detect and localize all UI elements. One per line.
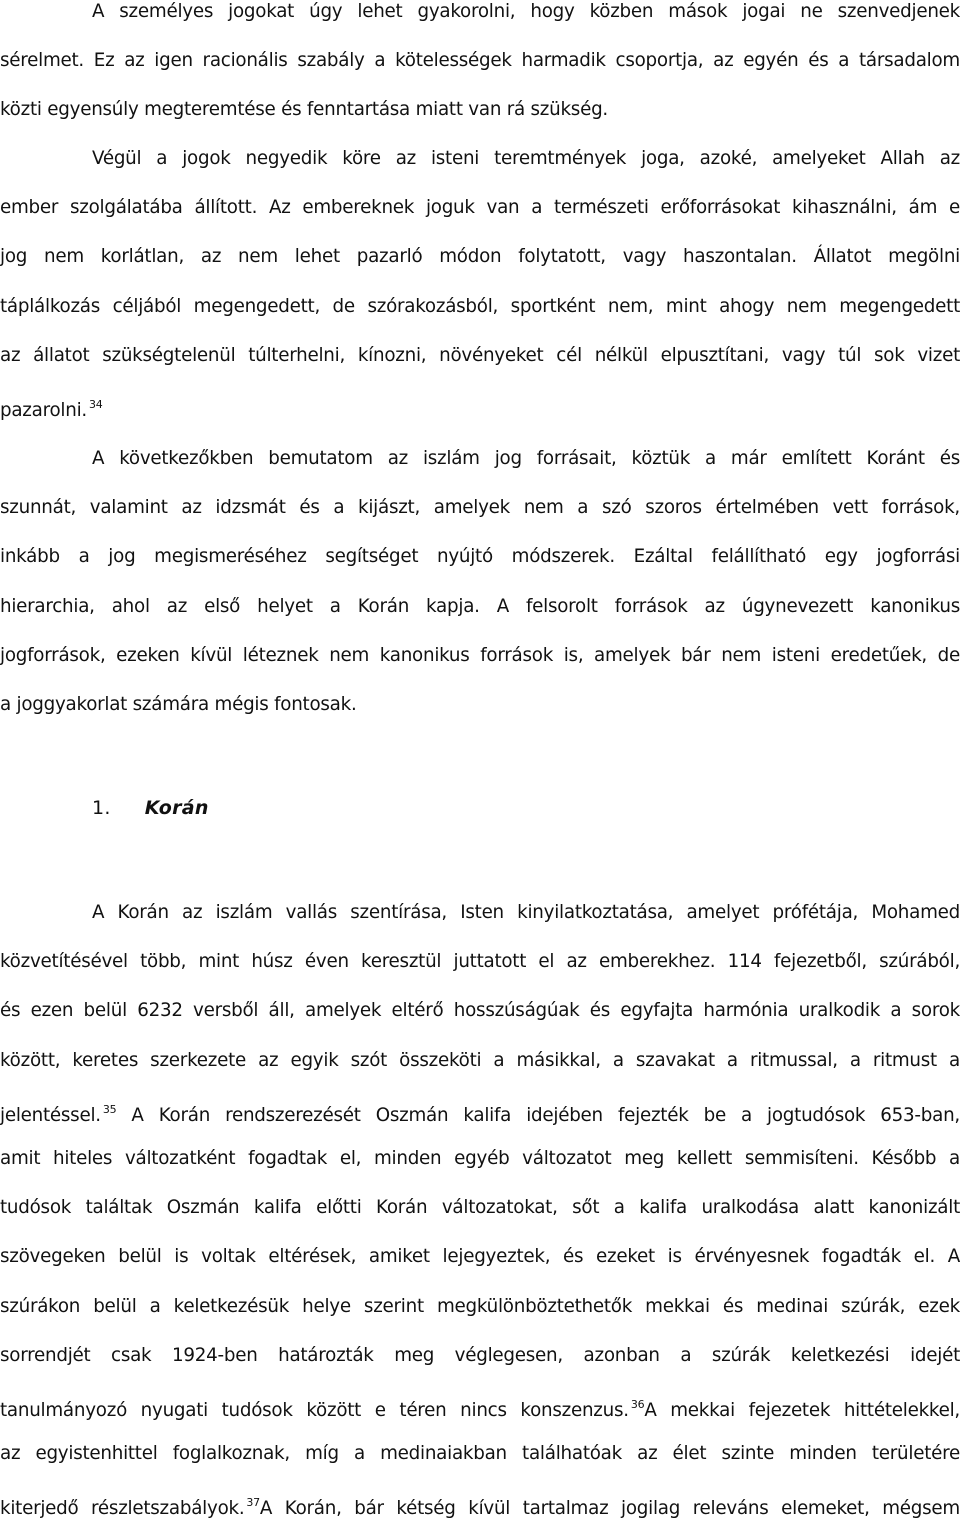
text-line: amit hiteles változatként fogadtak el, minden egyéb változatot meg kellett semmisíteni. Később a [0,1147,960,1169]
text-line: között, keretes szerkezete az egyik szót összeköti a másikkal, a szavakat a ritmussal, a ritmust a [0,1049,960,1071]
text-line: A következőkben bemutatom az iszlám jog forrásait, köztük a már említett Koránt és [92,448,960,469]
text-line: közvetítésével több, mint húsz éven keresztül juttatott el az emberekhez. 114 fejezetből, szúrából, [0,951,960,973]
text-line [0,1098,960,1147]
text-line: ember szolgálatába állított. Az embereknek joguk van a természeti erőforrásokat kihasználni, ám e [0,197,960,219]
text-line: szövegeken belül is voltak eltérések, amiket lejegyeztek, és ezeket is érvényesnek fogadták el. A [0,1246,960,1268]
text-fragment: jelentéssel. [0,1104,101,1126]
section-title: Korán [144,797,209,819]
text-line: jog nem korlátlan, az nem lehet pazarló módon folytatott, vagy haszontalan. Állatot megölni [0,246,960,268]
text-line: inkább a jog megismeréséhez segítséget nyújtó módszerek. Ezáltal felállítható egy jogforrási [0,546,960,568]
footnote-ref[interactable]: 37 [246,1496,260,1510]
text-line: Végül a jogok negyedik köre az isteni teremtmények joga, azoké, amelyeket Allah az [92,148,960,169]
paragraph-3 [0,447,960,742]
text-line: A személyes jogokat úgy lehet gyakorolni, hogy közben mások jogai ne szenvedjenek [92,1,960,22]
footnote-ref[interactable]: 34 [88,397,103,411]
section-number: 1. [92,797,111,819]
text-line: szúrákon belül a keletkezésük helye szerint megkülönböztethetők mekkai és medinai szúrák, ezek [0,1295,960,1317]
text-line: az egyistenhittel foglalkoznak, míg a medinaiakban találhatóak az élet szinte minden területére [0,1443,960,1465]
text-line [0,1393,960,1442]
text-line: jogforrások, ezeken kívül léteznek nem kanonikus források is, amelyek bár nem isteni eredetűek, de [0,644,960,666]
text-fragment: A mekkai fejezetek hittételekkel, [644,1399,960,1421]
text-fragment: tanulmányozó nyugati tudósok között e téren nincs konszenzus. [0,1399,629,1421]
text-fragment: A Korán rendszerezését Oszmán kalifa idejében fejezték be a jogtudósok 653-ban, [116,1104,960,1126]
text-line: sérelmet. Ez az igen racionális szabály a kötelességek harmadik csoportja, az egyén és a társadalom [0,50,960,72]
text-line [0,393,960,442]
footnote-ref[interactable]: 35 [102,1102,117,1116]
text-line: A Korán az iszlám vallás szentírása, Isten kinyilatkoztatása, amelyet prófétája, Mohamed [92,902,960,923]
text-line: szunnát, valamint az idzsmát és a kijászt, amelyek nem a szó szoros értelmében vett források, [0,497,960,519]
footnote-ref[interactable]: 36 [630,1397,645,1411]
section-heading [92,797,209,819]
text-line: közti egyensúly megteremtése és fenntartása miatt van rá szükség. [0,99,608,121]
text-fragment: A Korán, bár kétség kívül tartalmaz jogilag releváns elemeket, mégsem [259,1498,960,1520]
paragraph-2 [0,147,960,442]
text-fragment: kiterjedő részletszabályok. [0,1498,245,1520]
text-line: az állatot szükségtelenül túlterhelni, kínozni, növényeket cél nélkül elpusztítani, vagy túl sok vizet [0,344,960,366]
text-line: táplálkozás céljából megengedett, de szórakozásból, sportként nem, mint ahogy nem megengedett [0,295,960,317]
text-fragment: pazarolni. [0,399,87,421]
text-line [0,1491,960,1540]
paragraph-1 [0,0,960,148]
paragraph-4 [0,901,960,1540]
text-line: sorrendjét csak 1924-ben határozták meg véglegesen, azonban a szúrák keletkezési idejét [0,1344,960,1366]
text-line: és ezen belül 6232 versből áll, amelyek eltérő hosszúságúak és egyfajta harmónia uralkodik a sorok [0,1000,960,1022]
text-line: a joggyakorlat számára mégis fontosak. [0,693,357,715]
text-line: hierarchia, ahol az első helyet a Korán kapja. A felsorolt források az úgynevezett kanonikus [0,595,960,617]
text-line: tudósok találtak Oszmán kalifa előtti Korán változatokat, sőt a kalifa uralkodása alatt kanonizált [0,1197,960,1219]
